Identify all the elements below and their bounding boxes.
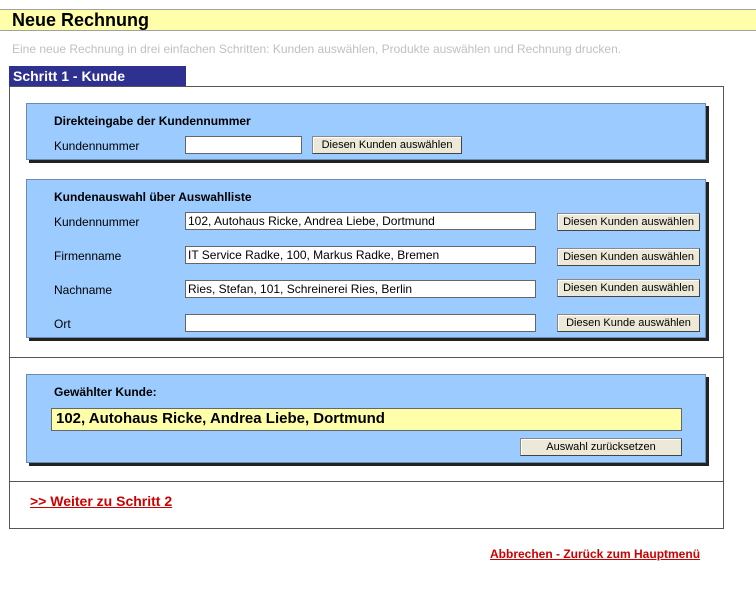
selected-customer-display: 102, Autohaus Ricke, Andrea Liebe, Dortmund xyxy=(51,408,682,431)
header-bar xyxy=(0,9,756,31)
selected-customer-title: Gewählter Kunde: xyxy=(54,385,157,399)
list-selection-title: Kundenauswahl über Auswahlliste xyxy=(54,190,252,204)
step-tab: Schritt 1 - Kunde xyxy=(9,66,186,86)
select-by-kundennummer-button[interactable]: Diesen Kunden auswählen xyxy=(557,213,700,231)
ort-select[interactable] xyxy=(185,314,536,332)
kundennummer-select[interactable] xyxy=(185,212,536,230)
next-step-link[interactable]: >> Weiter zu Schritt 2 xyxy=(30,493,173,509)
direct-entry-label: Kundennummer xyxy=(54,139,140,153)
section-divider xyxy=(9,481,724,482)
direct-entry-title: Direkteingabe der Kundennummer xyxy=(54,114,251,128)
row-label-nachname: Nachname xyxy=(54,283,113,297)
nachname-select[interactable] xyxy=(185,280,536,298)
section-divider xyxy=(9,357,724,358)
select-by-firmenname-button[interactable]: Diesen Kunden auswählen xyxy=(557,248,700,266)
customer-number-input[interactable] xyxy=(185,136,302,154)
select-by-ort-button[interactable]: Diesen Kunde auswählen xyxy=(557,314,700,332)
row-label-kundennummer: Kundennummer xyxy=(54,215,140,229)
firmenname-select[interactable] xyxy=(185,246,536,264)
page-title: Neue Rechnung xyxy=(12,10,150,30)
cancel-link[interactable]: Abbrechen - Zurück zum Hauptmenü xyxy=(490,547,701,561)
row-label-firmenname: Firmenname xyxy=(54,249,122,263)
reset-selection-button[interactable]: Auswahl zurücksetzen xyxy=(520,438,682,456)
page-subtitle: Eine neue Rechnung in drei einfachen Schritten: Kunden auswählen, Produkte auswählen und Rechnung drucken. xyxy=(12,42,622,56)
row-label-ort: Ort xyxy=(54,317,71,331)
select-customer-direct-button[interactable]: Diesen Kunden auswählen xyxy=(312,136,462,154)
select-by-nachname-button[interactable]: Diesen Kunden auswählen xyxy=(557,279,700,297)
